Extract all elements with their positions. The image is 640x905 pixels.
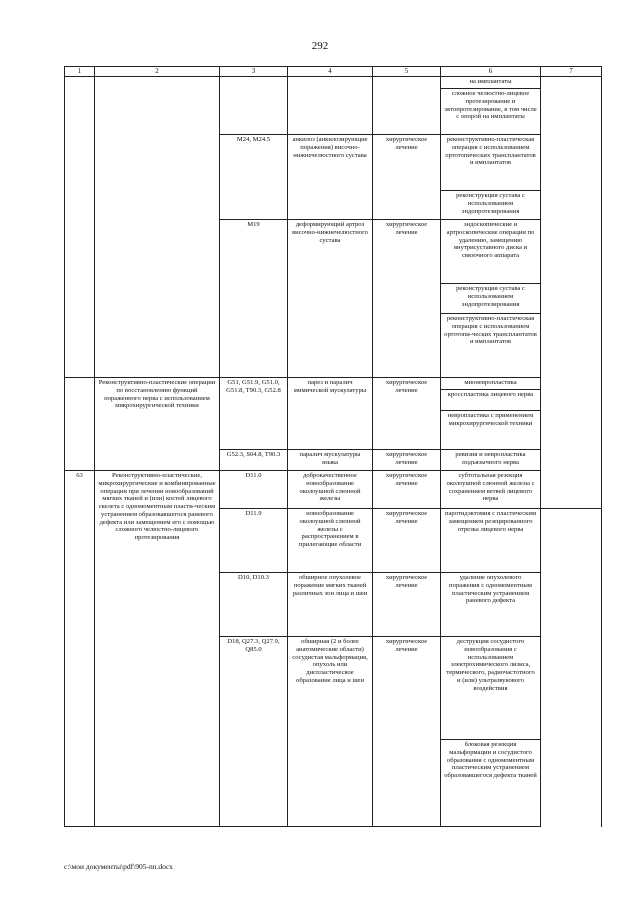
row-number — [65, 378, 95, 471]
patient-model: доброкачественное новообразование околоушной слюнной железы — [288, 471, 373, 509]
icd-codes — [220, 77, 288, 135]
treatment-type: хирургическое лечение — [373, 135, 441, 220]
col-header-4: 4 — [288, 67, 373, 77]
procedure-name: Реконструктивно-пластические, микрохирургические и комбинированные операции при лечении новообразований мягких тканей и (или) костей лицевого скелета с одномоментным пласти-ческим устранением образовавшегося раневого дефекта или замещением его с помощью сложного челюстно-лицевого протезирования — [95, 471, 220, 827]
treatment-type — [373, 77, 441, 135]
col-header-2: 2 — [95, 67, 220, 77]
row-number — [65, 77, 95, 378]
treatment-method: невропластика с применением микрохирургической техники — [441, 411, 541, 450]
treatment-method: реконструкция сустава с использованием эндопротезирования — [441, 284, 541, 314]
icd-codes: G52.3, S04.8, T90.3 — [220, 450, 288, 471]
patient-model — [288, 77, 373, 135]
treatment-type: хирургическое лечение — [373, 471, 441, 509]
col-header-1: 1 — [65, 67, 95, 77]
table-row — [65, 77, 602, 89]
row-number: 63 — [65, 471, 95, 827]
treatment-type: хирургическое лечение — [373, 509, 441, 573]
patient-model: анкилоз (анкилозирующие поражения) височно-нижнечелюстного сустава — [288, 135, 373, 220]
treatment-method: реконструкция сустава с использованием эндопротезирования — [441, 191, 541, 220]
procedures-table — [64, 66, 602, 827]
treatment-method: реконструктивно-пластическая операция с использованием ортотопических трансплантатов и имплантатов — [441, 135, 541, 191]
treatment-type: хирургическое лечение — [373, 378, 441, 450]
icd-codes: M19 — [220, 220, 288, 378]
patient-model: обширное опухолевое поражение мягких тканей различных зон лица и шеи — [288, 573, 373, 637]
icd-codes: D10, D10.3 — [220, 573, 288, 637]
table-header-row — [65, 67, 602, 77]
col-header-7: 7 — [541, 67, 602, 77]
table-row — [65, 378, 602, 390]
procedure-name — [95, 77, 220, 378]
icd-codes: D18, Q27.3, Q27.9, Q85.0 — [220, 637, 288, 827]
treatment-method: мионевропластика — [441, 378, 541, 390]
table-row — [65, 471, 602, 509]
treatment-method: блоковая резекция мальформации и сосудистого образования с одномоментным пластическим устранением образовавшегося дефекта тканей — [441, 740, 541, 827]
patient-model: паралич мускулатуры языка — [288, 450, 373, 471]
treatment-type: хирургическое лечение — [373, 637, 441, 827]
treatment-method: кросспластика лицевого нерва — [441, 390, 541, 411]
treatment-method: удаление опухолевого поражения с одномоментным пластическим устранением раневого дефекта — [441, 573, 541, 637]
page-number: 292 — [311, 40, 329, 52]
icd-codes: G51, G51.9, G51.0, G51.8, T90.3, G52.8 — [220, 378, 288, 450]
patient-model: обширная (2 и более анатомические области) сосудистая мальформация, опухоль или диспластическое образование лица и шеи — [288, 637, 373, 827]
col-header-5: 5 — [373, 67, 441, 77]
treatment-method: ревизия и невропластика подъязычного нерва — [441, 450, 541, 471]
treatment-method: эндоскопические и артроскопические операции по удалению, замещению внутрисуставного диска и связочного аппарата — [441, 220, 541, 284]
footer-file-path: c:\мои документы\pdf\905-nn.docx — [64, 862, 173, 871]
cost — [541, 77, 602, 509]
treatment-method: сложное челюстно-лицевое протезирование и эктопротезирование, в том числе с опорой на имплантаты — [441, 89, 541, 135]
col-header-6: 6 — [441, 67, 541, 77]
icd-codes: D11.9 — [220, 509, 288, 573]
treatment-method: на имплантаты — [441, 77, 541, 89]
treatment-type: хирургическое лечение — [373, 450, 441, 471]
treatment-type: хирургическое лечение — [373, 573, 441, 637]
patient-model: парез и паралич мимической мускулатуры — [288, 378, 373, 450]
treatment-method: субтотальная резекция околоушной слюнной железы с сохранением ветвей лицевого нерва — [441, 471, 541, 509]
treatment-method: паротидэктомия с пластическим замещением резецированного отрезка лицевого нерва — [441, 509, 541, 573]
col-header-3: 3 — [220, 67, 288, 77]
treatment-method: реконструктивно-пластическая операция с использованием ортотопи-ческих трансплантатов и имплантатов — [441, 314, 541, 378]
procedure-name: Реконструктивно-пластические операции по восстановлению функций пораженного нерва с использованием микрохирургической техники — [95, 378, 220, 471]
patient-model: деформирующий артроз височно-нижнечелюстного сустава — [288, 220, 373, 378]
treatment-method: деструкция сосудистого новообразования с использованием электрохимического лизиса, термического, радиочастотного и (или) ультразвукового воздействия — [441, 637, 541, 740]
treatment-type: хирургическое лечение — [373, 220, 441, 378]
patient-model: новообразование околоушной слюнной железы с распространением в прилегающие области — [288, 509, 373, 573]
icd-codes: D11.0 — [220, 471, 288, 509]
icd-codes: M24, M24.5 — [220, 135, 288, 220]
